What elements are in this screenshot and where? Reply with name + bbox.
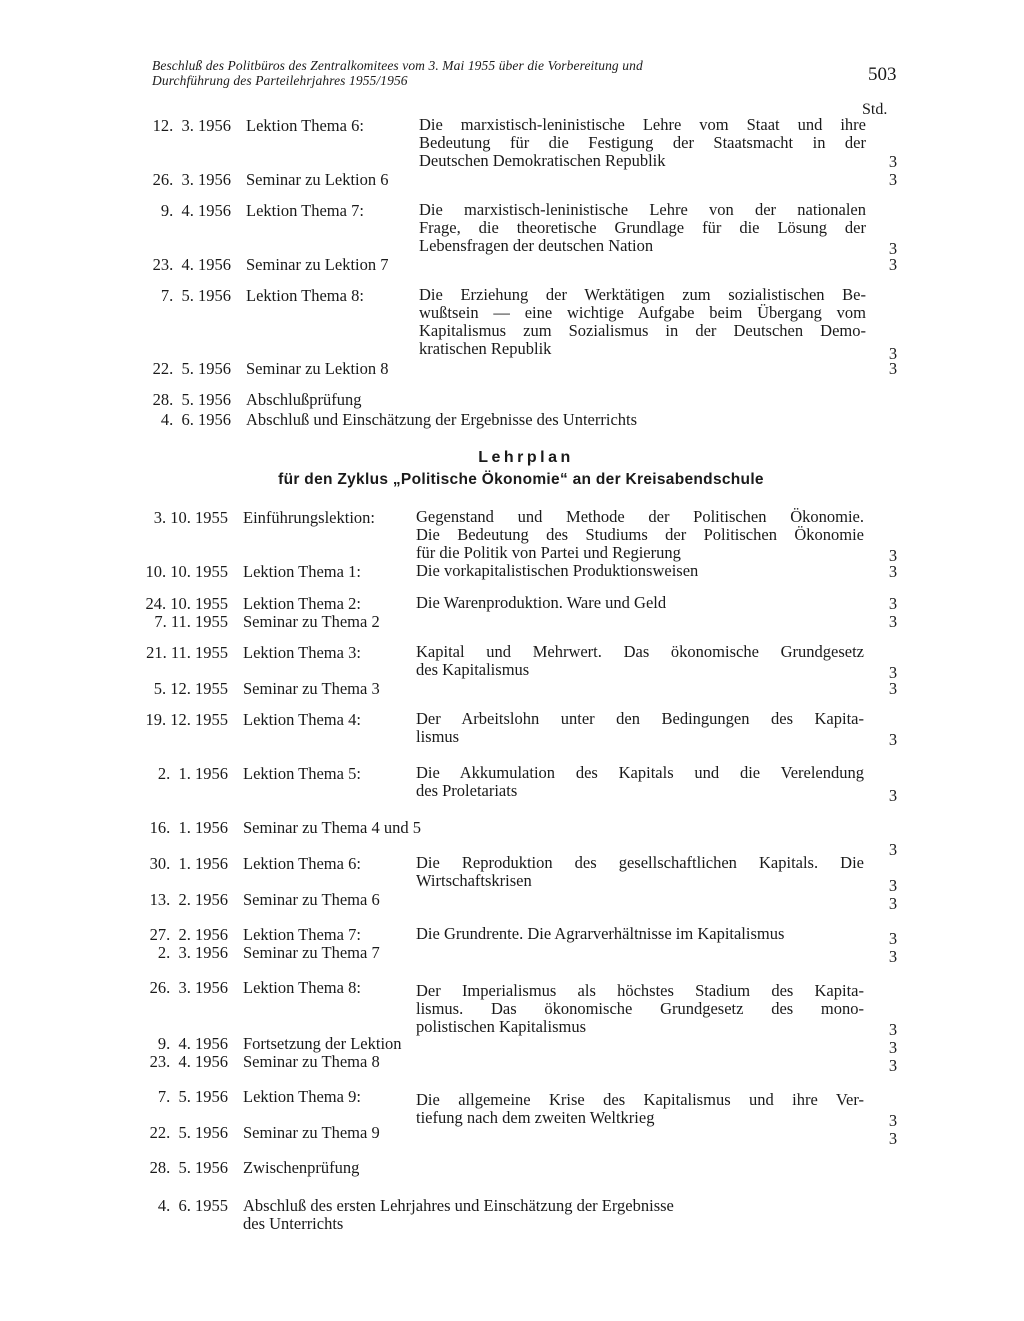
row-date: 28. 5. 1956: [152, 390, 231, 409]
row-hours: 3: [888, 170, 898, 189]
description-line: Die Grundrente. Die Agrarverhältnisse im Kapitalismus: [416, 924, 785, 943]
row-topic-label: Zwischenprüfung: [243, 1158, 360, 1177]
row-date: 4. 6. 1956: [160, 410, 231, 429]
row-hours: 3: [888, 663, 898, 682]
row-topic-label: Seminar zu Thema 9: [243, 1123, 380, 1142]
row-topic-label: Seminar zu Lektion 8: [246, 359, 389, 378]
description-line: Wirtschaftskrisen: [416, 871, 532, 890]
row-topic-label: Seminar zu Thema 3: [243, 679, 380, 698]
row-description: [416, 982, 864, 1036]
row-hours: 3: [888, 1020, 898, 1039]
page-number: 503: [868, 64, 897, 85]
row-topic-label: Lektion Thema 8:: [246, 286, 364, 305]
row-date: 2. 3. 1956: [157, 943, 228, 962]
row-description: [416, 710, 864, 746]
description-line: Kapital und Mehrwert. Das ökonomische Grundgesetz: [416, 642, 864, 661]
row-date: 3. 10. 1955: [153, 508, 228, 527]
row-date: 4. 6. 1955: [157, 1196, 228, 1215]
row-topic-label: Lektion Thema 7:: [243, 925, 361, 944]
row-date: 16. 1. 1956: [149, 818, 228, 837]
row-topic-label: Lektion Thema 8:: [243, 978, 361, 997]
description-line: wußtsein — eine wichtige Aufgabe beim Übergang vom: [419, 303, 866, 322]
row-topic-label: Einführungslektion:: [243, 508, 375, 527]
description-line: Deutschen Demokratischen Republik: [419, 151, 666, 170]
row-date: 5. 12. 1955: [153, 679, 228, 698]
row-topic-label: Lektion Thema 3:: [243, 643, 361, 662]
row-topic-label: Lektion Thema 2:: [243, 594, 361, 613]
row-topic-label: Lektion Thema 6:: [243, 854, 361, 873]
row-date: 28. 5. 1956: [149, 1158, 228, 1177]
row-hours: 3: [888, 1056, 898, 1075]
description-line: Die Akkumulation des Kapitals und die Verelendung: [416, 763, 864, 782]
hours-column-label: Std.: [862, 101, 888, 118]
description-line: für die Politik von Partei und Regierung: [416, 543, 681, 562]
header-line-2: Durchführung des Parteilehrjahres 1955/1956: [152, 73, 408, 88]
description-line: Die vorkapitalistischen Produktionsweisen: [416, 561, 699, 580]
row-topic-label: Lektion Thema 5:: [243, 764, 361, 783]
row-description: [416, 643, 864, 679]
row-topic-label: Lektion Thema 9:: [243, 1087, 361, 1106]
row-hours: 3: [888, 929, 898, 948]
row-description: [416, 854, 864, 890]
row-hours: 3: [888, 730, 898, 749]
row-description: [416, 764, 864, 800]
row-topic-label: Lektion Thema 4:: [243, 710, 361, 729]
header-line-1: Beschluß des Politbüros des Zentralkomitees vom 3. Mai 1955 über die Vorbereitung und: [152, 58, 643, 73]
row-date: 30. 1. 1956: [149, 854, 228, 873]
description-line: Die marxistisch-leninistische Lehre vom Staat und ihre: [419, 115, 866, 134]
row-description: [416, 925, 864, 943]
row-hours: 3: [888, 786, 898, 805]
row-date: 7. 5. 1956: [160, 286, 231, 305]
row-date: 13. 2. 1956: [149, 890, 228, 909]
description-line: Gegenstand und Methode der Politischen Ökonomie.: [416, 507, 864, 526]
row-hours: 3: [888, 1111, 898, 1130]
row-description: [419, 286, 866, 358]
row-hours: 3: [888, 594, 898, 613]
row-topic-label: Seminar zu Thema 6: [243, 890, 380, 909]
row-topic-label: Seminar zu Thema 7: [243, 943, 380, 962]
description-line: Die Bedeutung des Studiums der Politischen Ökonomie: [416, 525, 864, 544]
description-line: Die Warenproduktion. Ware und Geld: [416, 593, 667, 612]
row-date: 9. 4. 1956: [157, 1034, 228, 1053]
row-date: 12. 3. 1956: [152, 116, 231, 135]
description-line: lismus. Das ökonomische Grundgesetz des mono-: [416, 999, 864, 1018]
row-topic-label-continued: des Unterrichts: [243, 1214, 344, 1233]
row-topic-label: Abschluß des ersten Lehrjahres und Einschätzung der Ergebnisse: [243, 1196, 674, 1215]
row-topic-label: Seminar zu Lektion 7: [246, 255, 389, 274]
row-topic-label: Seminar zu Lektion 6: [246, 170, 389, 189]
row-hours: 3: [888, 546, 898, 565]
row-date: 2. 1. 1956: [157, 764, 228, 783]
description-line: Die Reproduktion des gesellschaftlichen Kapitals. Die: [416, 853, 864, 872]
description-line: kratischen Republik: [419, 339, 552, 358]
row-topic-label: Abschluß und Einschätzung der Ergebnisse des Unterrichts: [246, 410, 638, 429]
row-description: [416, 594, 864, 612]
running-header: [152, 58, 812, 88]
description-line: Kapitalismus zum Sozialismus in der Deutschen Demo-: [419, 321, 866, 340]
row-hours: 3: [888, 612, 898, 631]
row-topic-label: Lektion Thema 6:: [246, 116, 364, 135]
description-line: lismus: [416, 727, 460, 746]
row-date: 10. 10. 1955: [145, 562, 228, 581]
row-hours: 3: [888, 152, 898, 171]
row-hours: 3: [888, 239, 898, 258]
row-date: 23. 4. 1956: [152, 255, 231, 274]
row-hours: 3: [888, 876, 898, 895]
row-date: 19. 12. 1955: [145, 710, 228, 729]
row-date: 26. 3. 1956: [149, 978, 228, 997]
row-topic-label: Fortsetzung der Lektion: [243, 1034, 402, 1053]
row-hours: 3: [888, 894, 898, 913]
row-hours: 3: [888, 840, 898, 859]
row-date: 9. 4. 1956: [160, 201, 231, 220]
row-topic-label: Seminar zu Thema 4 und 5: [243, 818, 421, 837]
row-topic-label: Seminar zu Thema 2: [243, 612, 380, 631]
description-line: Der Imperialismus als höchstes Stadium des Kapita-: [416, 981, 864, 1000]
description-line: des Kapitalismus: [416, 660, 530, 679]
row-hours: 3: [888, 359, 898, 378]
row-date: 23. 4. 1956: [149, 1052, 228, 1071]
row-topic-label: Seminar zu Thema 8: [243, 1052, 380, 1071]
row-description: [416, 508, 864, 562]
row-topic-label: Lektion Thema 7:: [246, 201, 364, 220]
description-line: Die allgemeine Krise des Kapitalismus und ihre Ver-: [416, 1090, 864, 1109]
section-subtitle: für den Zyklus „Politische Ökonomie“ an der Kreisabendschule: [278, 471, 764, 488]
row-description: [416, 1091, 864, 1127]
row-date: 27. 2. 1956: [149, 925, 228, 944]
description-line: Frage, die theoretische Grundlage für die Lösung der: [419, 218, 866, 237]
row-date: 22. 5. 1956: [152, 359, 231, 378]
row-hours: 3: [888, 255, 898, 274]
row-date: 7. 11. 1955: [154, 612, 228, 631]
description-line: des Proletariats: [416, 781, 518, 800]
description-line: Der Arbeitslohn unter den Bedingungen des Kapita-: [416, 709, 864, 728]
row-topic-label: Abschlußprüfung: [246, 390, 362, 409]
row-date: 22. 5. 1956: [149, 1123, 228, 1142]
description-line: Bedeutung für die Festigung der Staatsmacht in der: [419, 133, 866, 152]
description-line: Die marxistisch-leninistische Lehre von der nationalen: [419, 200, 866, 219]
row-description: [419, 116, 866, 170]
row-hours: 3: [888, 947, 898, 966]
description-line: Die Erziehung der Werktätigen zum sozialistischen Be-: [419, 285, 866, 304]
row-date: 26. 3. 1956: [152, 170, 231, 189]
row-hours: 3: [888, 1129, 898, 1148]
description-line: tiefung nach dem zweiten Weltkrieg: [416, 1108, 655, 1127]
row-hours: 3: [888, 344, 898, 363]
row-topic-label: Lektion Thema 1:: [243, 562, 361, 581]
row-date: 7. 5. 1956: [157, 1087, 228, 1106]
description-line: polistischen Kapitalismus: [416, 1017, 587, 1036]
row-date: 24. 10. 1955: [145, 594, 228, 613]
row-description: [419, 201, 866, 255]
row-date: 21. 11. 1955: [146, 643, 228, 662]
row-hours: 3: [888, 562, 898, 581]
row-description: [416, 562, 864, 580]
section-title: Lehrplan: [478, 449, 574, 466]
description-line: Lebensfragen der deutschen Nation: [419, 236, 654, 255]
row-hours: 3: [888, 1038, 898, 1057]
row-hours: 3: [888, 679, 898, 698]
